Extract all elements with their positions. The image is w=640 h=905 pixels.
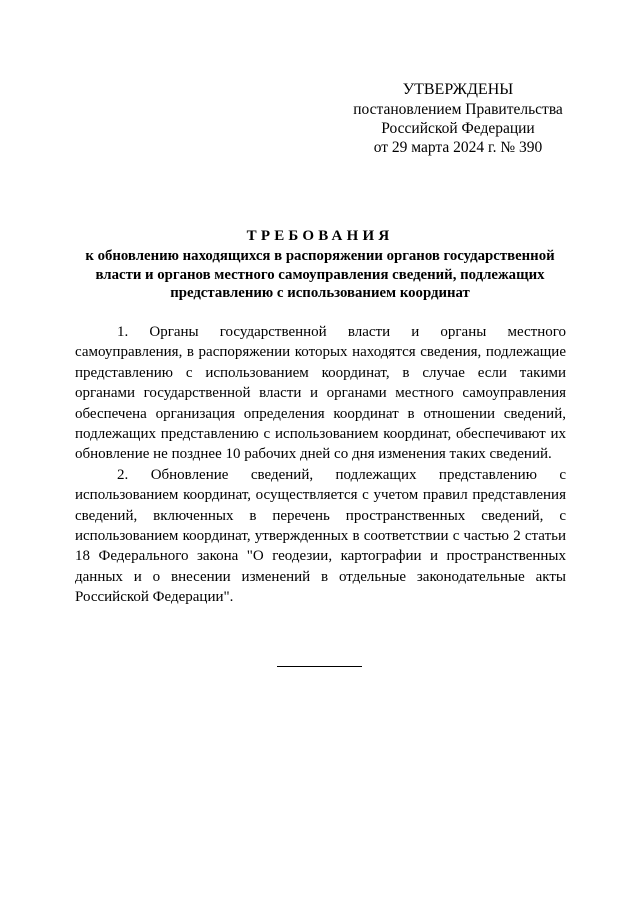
- paragraph-1: 1. Органы государственной власти и органы местного самоуправления, в распоряжении которых находятся сведения, подлежащие представлению с использованием координат, в случае если такими органами государственной власти и органами местного самоуправления обеспечена организация определения координат в отношении сведений, подлежащих представлению с использованием координат, обеспечивают их обновление не позднее 10 рабочих дней со дня изменения таких сведений.: [75, 324, 566, 463]
- document-body: [75, 322, 566, 608]
- approval-block: [340, 80, 576, 157]
- document-title: ТРЕБОВАНИЯ: [246, 228, 394, 244]
- approval-line: Российской Федерации: [381, 120, 535, 137]
- paragraph-2: 2. Обновление сведений, подлежащих представлению с использованием координат, осуществляется с учетом правил представления сведений, включенных в перечень пространственных сведений, с использованием координат, утвержденных в соответствии с частью 2 статьи 18 Федерального закона "О геодезии, картографии и пространственных данных и о внесении изменений в отдельные законодательные акты Российской Федерации".: [75, 466, 566, 606]
- end-separator-line: [277, 666, 362, 667]
- approval-title: УТВЕРЖДЕНЫ: [402, 81, 514, 98]
- approval-date-line: от 29 марта 2024 г. № 390: [373, 139, 543, 156]
- document-subtitle: к обновлению находящихся в распоряжении органов государственной власти и органов местного самоуправления сведений, подлежащих представлению с использованием координат: [85, 248, 555, 301]
- approval-line: постановлением Правительства: [353, 101, 563, 118]
